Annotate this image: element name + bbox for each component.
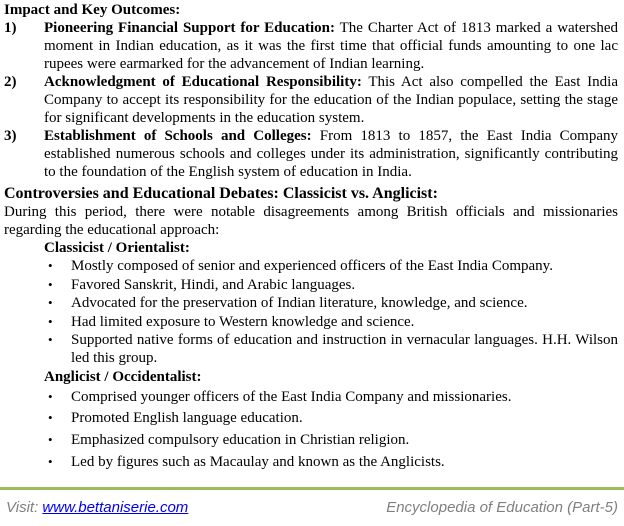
list-number: 1) <box>4 20 17 36</box>
footer-visit <box>6 499 188 516</box>
impact-item-text: From 1813 to 1857, the East India Company established numerous schools and colleges under its administration, significantly contributing to the foundation of the English system of education in India. <box>44 128 618 180</box>
list-item: Led by figures such as Macaulay and known as the Anglicists. <box>71 454 445 470</box>
bullet-icon: • <box>48 410 53 425</box>
bullet-icon: • <box>48 332 53 347</box>
anglicist-heading: Anglicist / Occidentalist: <box>44 369 202 385</box>
impact-item <box>44 127 618 181</box>
footer-divider <box>0 487 624 490</box>
impact-item <box>44 73 618 127</box>
controversies-intro: During this period, there were notable disagreements among British officials and missionaries regarding the educational approach: <box>4 204 618 238</box>
impact-item <box>44 19 618 73</box>
list-number: 2) <box>4 74 17 90</box>
bullet-icon: • <box>48 389 53 404</box>
list-item: Comprised younger officers of the East India Company and missionaries. <box>71 389 512 405</box>
list-item: Emphasized compulsory education in Christian religion. <box>71 432 410 448</box>
footer-visit-label: Visit: <box>6 499 43 516</box>
bullet-icon: • <box>48 258 53 273</box>
list-item: Advocated for the preservation of Indian literature, knowledge, and science. <box>71 295 528 311</box>
list-item: Promoted English language education. <box>71 410 303 426</box>
impact-item-text: The Charter Act of 1813 marked a watershed moment in Indian education, as it was the first time that official funds amounting to one lac rupees were earmarked for the advancement of Indian learning. <box>44 20 618 72</box>
bullet-icon: • <box>48 314 53 329</box>
list-number: 3) <box>4 128 17 144</box>
impact-item-title: Pioneering Financial Support for Education: <box>44 20 336 36</box>
controversies-heading: Controversies and Educational Debates: Classicist vs. Anglicist: <box>4 185 438 202</box>
list-item: Supported native forms of education and instruction in vernacular languages. H.H. Wilson led this group. <box>71 332 618 366</box>
classicist-heading: Classicist / Orientalist: <box>44 240 190 256</box>
footer-book-title: Encyclopedia of Education (Part-5) <box>386 499 618 516</box>
list-item: Favored Sanskrit, Hindi, and Arabic languages. <box>71 277 356 293</box>
bullet-icon: • <box>48 277 53 292</box>
list-item: Mostly composed of senior and experienced officers of the East India Company. <box>71 258 553 274</box>
bullet-icon: • <box>48 432 53 447</box>
impact-heading: Impact and Key Outcomes: <box>4 2 181 18</box>
footer-website-link[interactable]: www.bettaniserie.com <box>42 499 189 516</box>
impact-item-title: Establishment of Schools and Colleges: <box>44 128 312 144</box>
bullet-icon: • <box>48 295 53 310</box>
bullet-icon: • <box>48 454 53 469</box>
list-item: Had limited exposure to Western knowledge and science. <box>71 314 415 330</box>
impact-item-text: This Act also compelled the East India Company to accept its responsibility for the education of the Indian populace, setting the stage for significant developments in the education system. <box>44 74 618 126</box>
impact-item-title: Acknowledgment of Educational Responsibility: <box>44 74 362 90</box>
